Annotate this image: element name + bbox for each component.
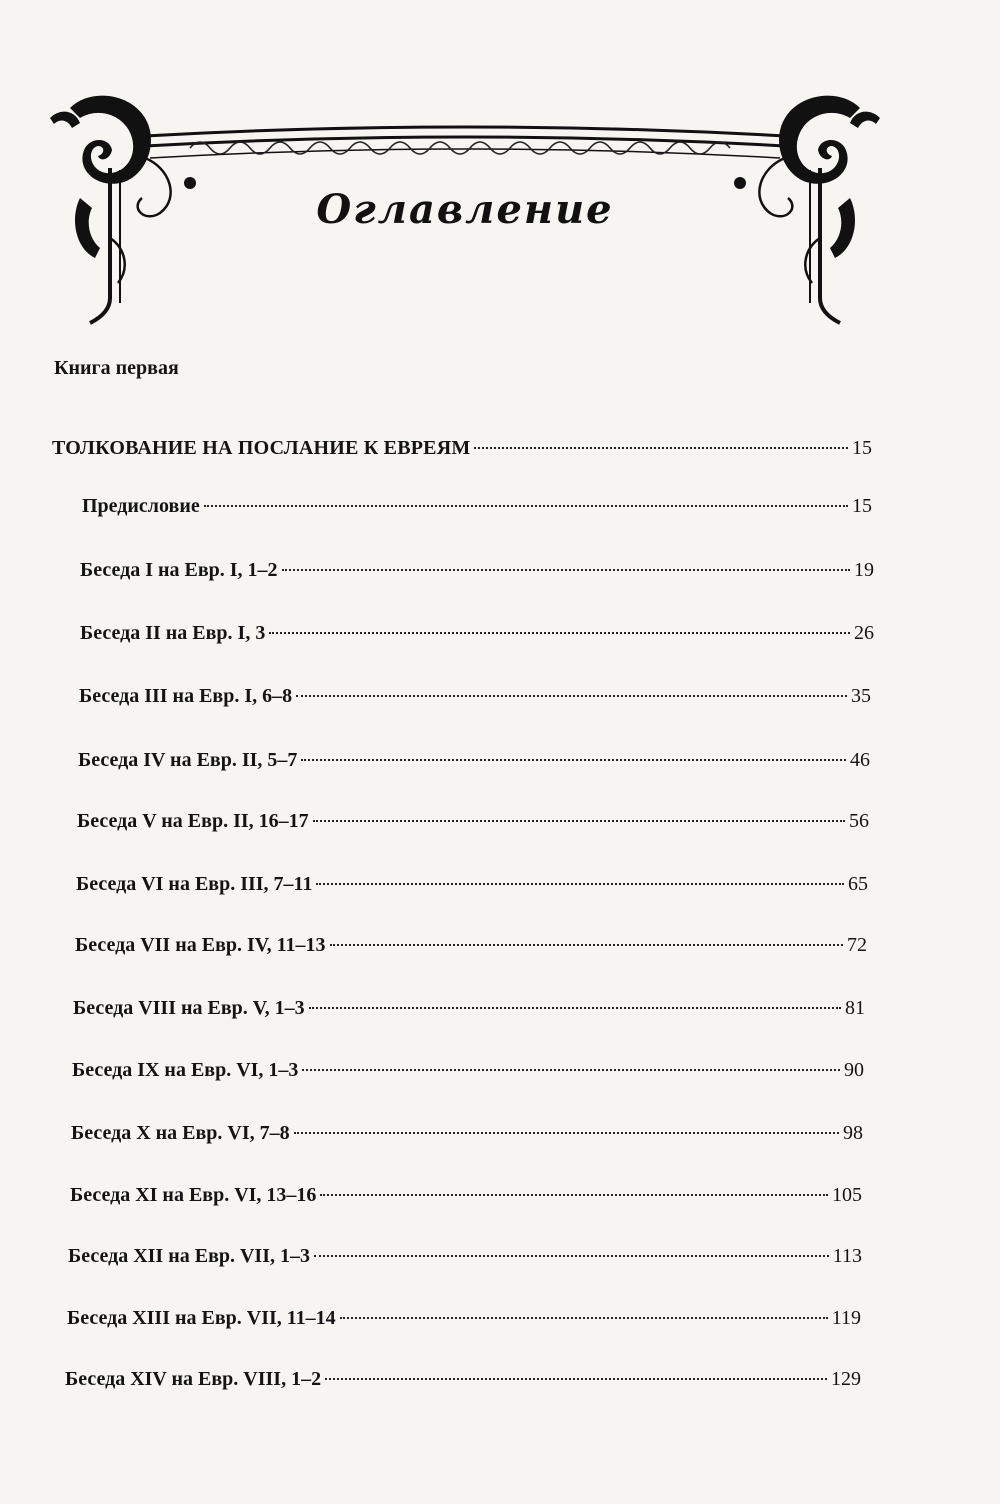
page-title: Оглавление <box>316 186 614 233</box>
toc-entry-label: Беседа X на Евр. VI, 7–8 <box>71 1122 290 1144</box>
dot-leader <box>314 1255 829 1257</box>
toc-entry-label: Беседа XIII на Евр. VII, 11–14 <box>67 1307 336 1329</box>
toc-page-number: 15 <box>852 495 872 517</box>
toc-entry[interactable] <box>70 1184 862 1212</box>
toc-page-number: 105 <box>832 1184 862 1206</box>
dot-leader <box>313 820 845 822</box>
toc-entry-label: Беседа XII на Евр. VII, 1–3 <box>68 1245 311 1267</box>
toc-entry-label: Беседа XI на Евр. VI, 13–16 <box>70 1184 317 1206</box>
toc-entry[interactable] <box>73 997 865 1025</box>
toc-page-number: 65 <box>848 873 868 895</box>
toc-page-number: 26 <box>854 622 874 644</box>
toc-entry-label: Беседа V на Евр. II, 16–17 <box>77 810 309 832</box>
toc-entry-label: Беседа XIV на Евр. VIII, 1–2 <box>65 1368 322 1390</box>
dot-leader <box>325 1378 827 1380</box>
dot-leader <box>302 1069 840 1071</box>
toc-entry[interactable] <box>80 559 874 587</box>
toc-page-number: 119 <box>831 1307 861 1329</box>
dot-leader <box>474 447 848 449</box>
toc-entry-label: Беседа I на Евр. I, 1–2 <box>80 559 278 581</box>
toc-entry[interactable] <box>75 934 867 962</box>
dot-leader <box>282 569 850 571</box>
toc-entry-label: Беседа VII на Евр. IV, 11–13 <box>75 934 326 956</box>
dot-leader <box>204 505 848 507</box>
dot-leader <box>294 1132 839 1134</box>
toc-entry[interactable] <box>72 1059 864 1087</box>
toc-page-number: 129 <box>831 1368 861 1390</box>
toc-entry-label: Беседа II на Евр. I, 3 <box>80 622 266 644</box>
toc-entry-label: Беседа IX на Евр. VI, 1–3 <box>72 1059 299 1081</box>
toc-section[interactable] <box>52 437 872 465</box>
toc-page-number: 56 <box>849 810 869 832</box>
toc-page-number: 72 <box>847 934 867 956</box>
book-label: Книга первая <box>54 357 179 379</box>
toc-entry[interactable] <box>82 495 872 523</box>
dot-leader <box>301 759 846 761</box>
toc-entry-label: Беседа IV на Евр. II, 5–7 <box>78 749 298 771</box>
toc-page-number: 15 <box>852 437 872 459</box>
toc-entry[interactable] <box>78 749 870 777</box>
toc-page-number: 81 <box>845 997 865 1019</box>
toc-entry[interactable] <box>67 1307 861 1335</box>
toc-entry[interactable] <box>71 1122 863 1150</box>
toc-page-number: 90 <box>844 1059 864 1081</box>
toc-page-number: 19 <box>854 559 874 581</box>
toc-entry-label: Беседа VI на Евр. III, 7–11 <box>76 873 313 895</box>
toc-page-number: 98 <box>843 1122 863 1144</box>
toc-entry[interactable] <box>68 1245 862 1273</box>
dot-leader <box>309 1007 841 1009</box>
toc-page-number: 113 <box>832 1245 862 1267</box>
dot-leader <box>316 883 844 885</box>
dot-leader <box>340 1317 828 1319</box>
toc-entry[interactable] <box>76 873 868 901</box>
toc-entry-label: Беседа III на Евр. I, 6–8 <box>79 685 293 707</box>
toc-section-label: ТОЛКОВАНИЕ НА ПОСЛАНИЕ К ЕВРЕЯМ <box>52 437 471 459</box>
toc-page-number: 35 <box>851 685 871 707</box>
toc-entry[interactable] <box>77 810 869 838</box>
dot-leader <box>330 944 843 946</box>
dot-leader <box>296 695 847 697</box>
toc-entry-label: Беседа VIII на Евр. V, 1–3 <box>73 997 305 1019</box>
toc-entry[interactable] <box>80 622 874 650</box>
dot-leader <box>320 1194 828 1196</box>
toc-entry[interactable] <box>79 685 871 713</box>
toc-entry[interactable] <box>65 1368 861 1396</box>
toc-page-number: 46 <box>850 749 870 771</box>
toc-entry-label: Предисловие <box>82 495 200 517</box>
dot-leader <box>269 632 850 634</box>
